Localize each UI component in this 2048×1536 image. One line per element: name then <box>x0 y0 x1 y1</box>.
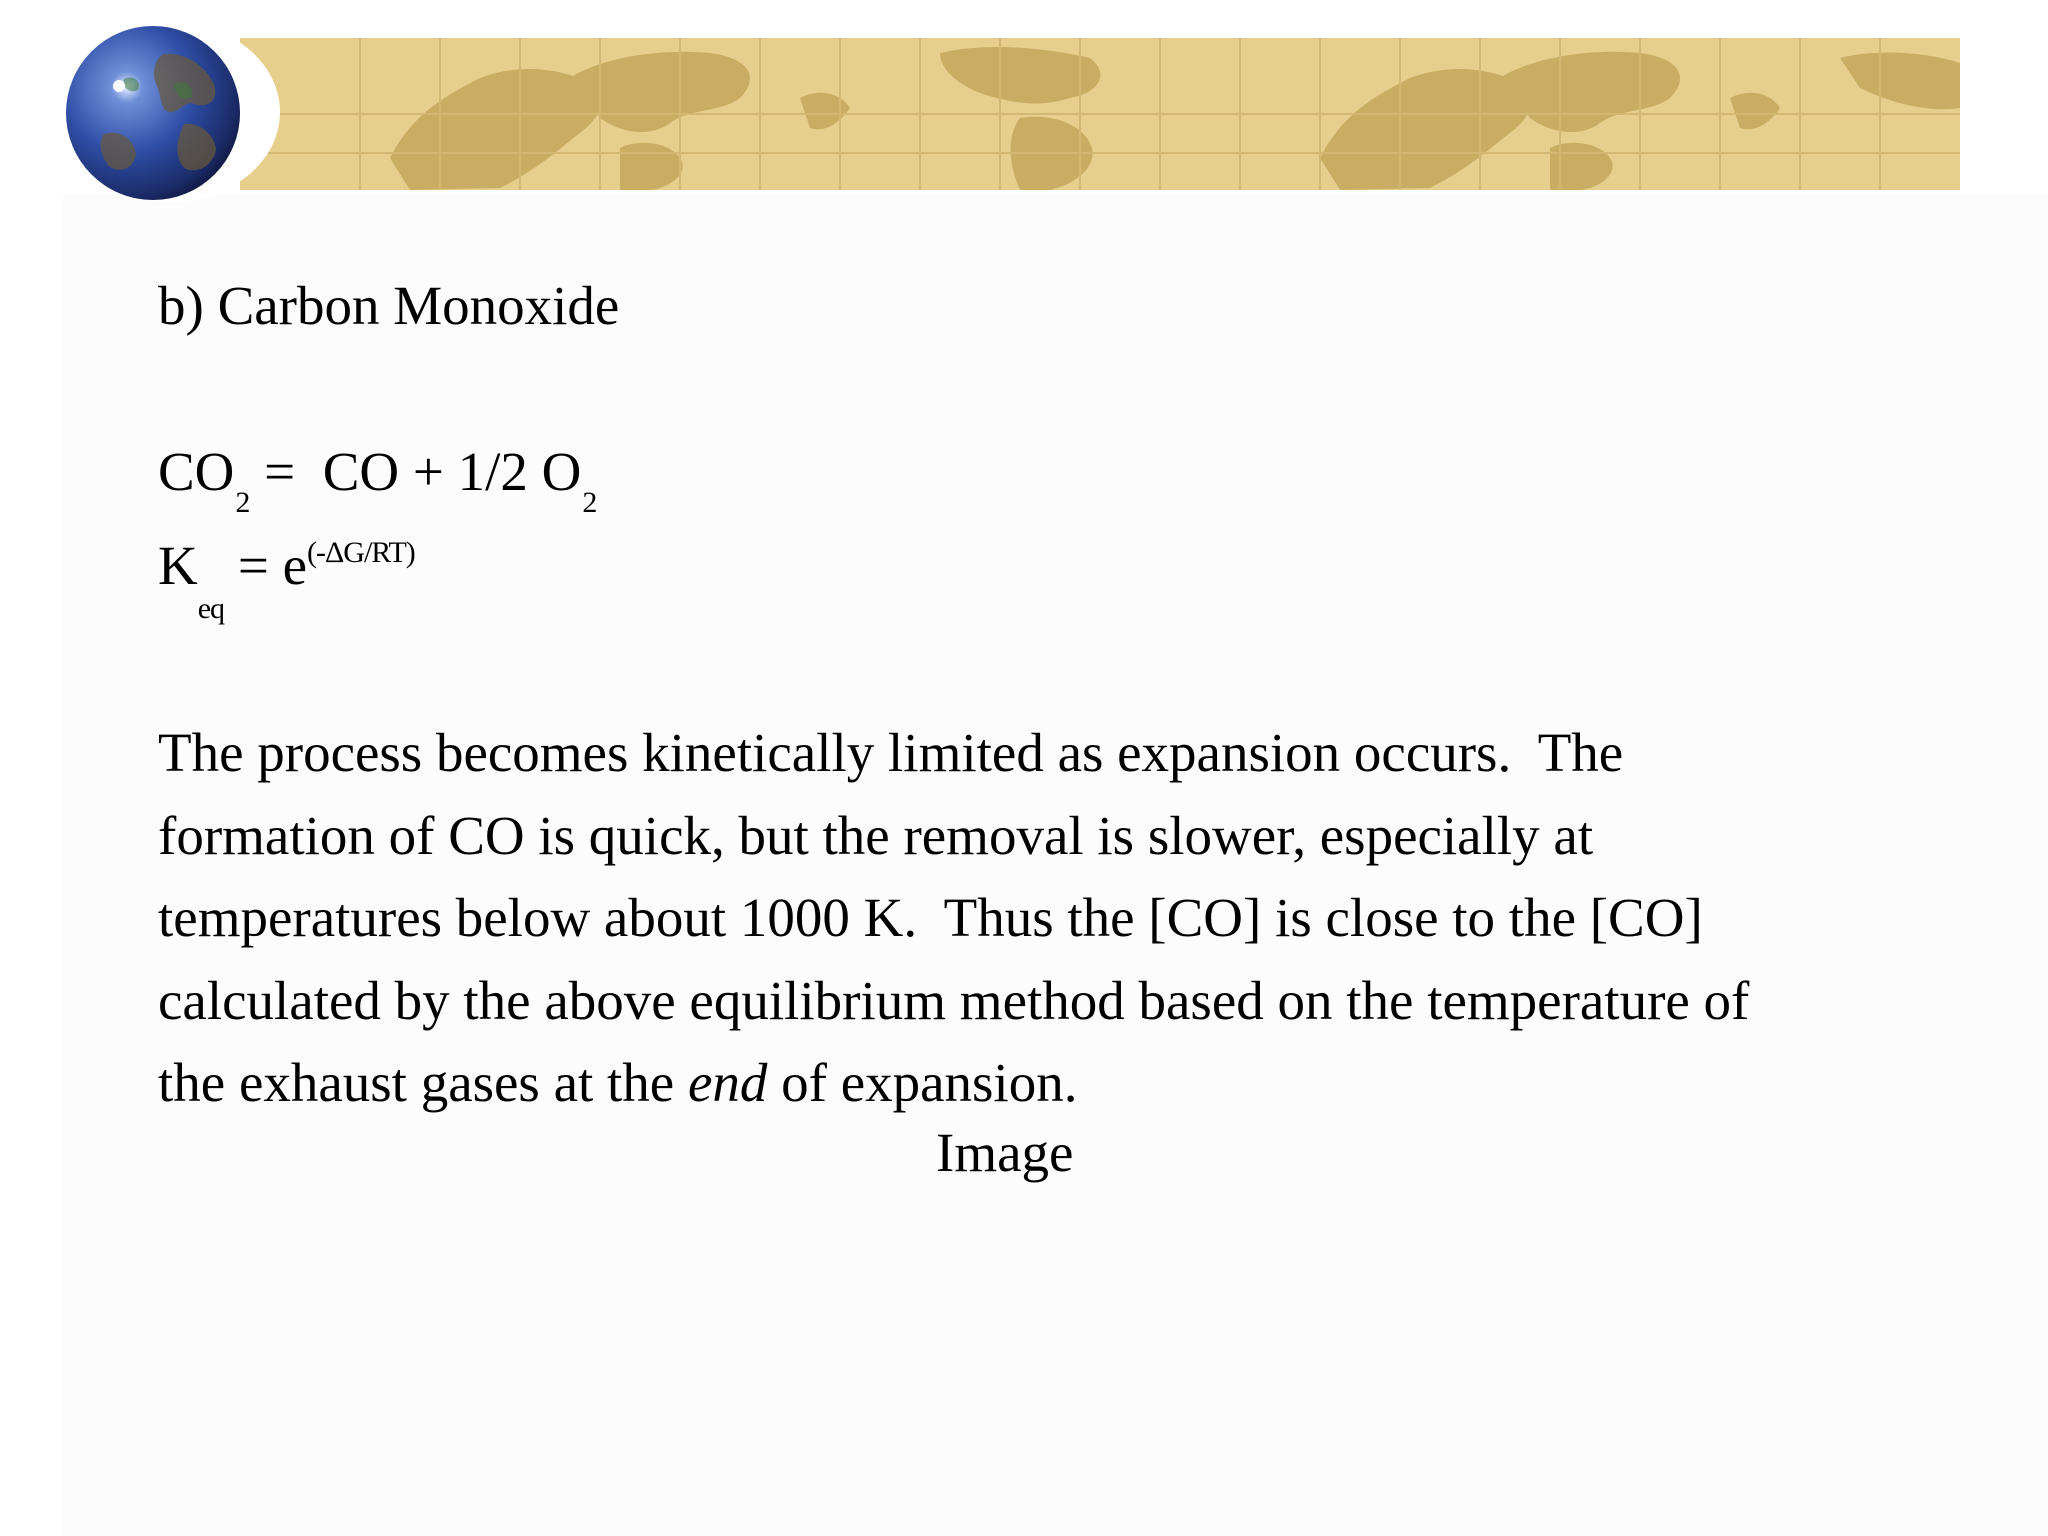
paragraph-line-last <box>158 1042 1878 1125</box>
slide-heading: b) Carbon Monoxide <box>158 275 620 336</box>
reaction-equals: = <box>250 441 323 502</box>
paragraph-line: calculated by the above equilibrium method based on the temperature of <box>158 969 1750 1031</box>
paragraph-text: of expansion. <box>767 1052 1078 1113</box>
reaction-lhs-subscript: 2 <box>235 486 251 519</box>
paragraph-line: temperatures below about 1000 K. Thus the [CO] is close to the [CO] <box>158 887 1703 948</box>
image-caption: Image <box>936 1122 1074 1183</box>
globe-icon <box>64 24 242 202</box>
reaction-rhs-subscript: 2 <box>582 486 598 519</box>
paragraph-line: formation of CO is quick, but the removal is slower, especially at <box>158 804 1594 866</box>
paragraph-emphasis: end <box>687 1052 768 1113</box>
world-map-banner <box>240 38 1960 190</box>
keq-symbol: K <box>158 535 198 596</box>
keq-exponent: (-ΔG/RT) <box>307 536 415 569</box>
keq-middle: = e <box>224 535 307 596</box>
body-paragraph <box>158 712 1878 1125</box>
reaction-equation <box>158 441 598 519</box>
equilibrium-constant-equation <box>158 535 415 625</box>
reaction-rhs: CO + 1/2 O <box>322 441 582 502</box>
paragraph-text: the exhaust gases at the <box>158 1052 688 1113</box>
paragraph-line: The process becomes kinetically limited as expansion occurs. The <box>158 722 1624 783</box>
world-map-graphic <box>240 38 1960 190</box>
reaction-lhs: CO <box>158 441 235 502</box>
keq-subscript: eq <box>197 592 225 625</box>
